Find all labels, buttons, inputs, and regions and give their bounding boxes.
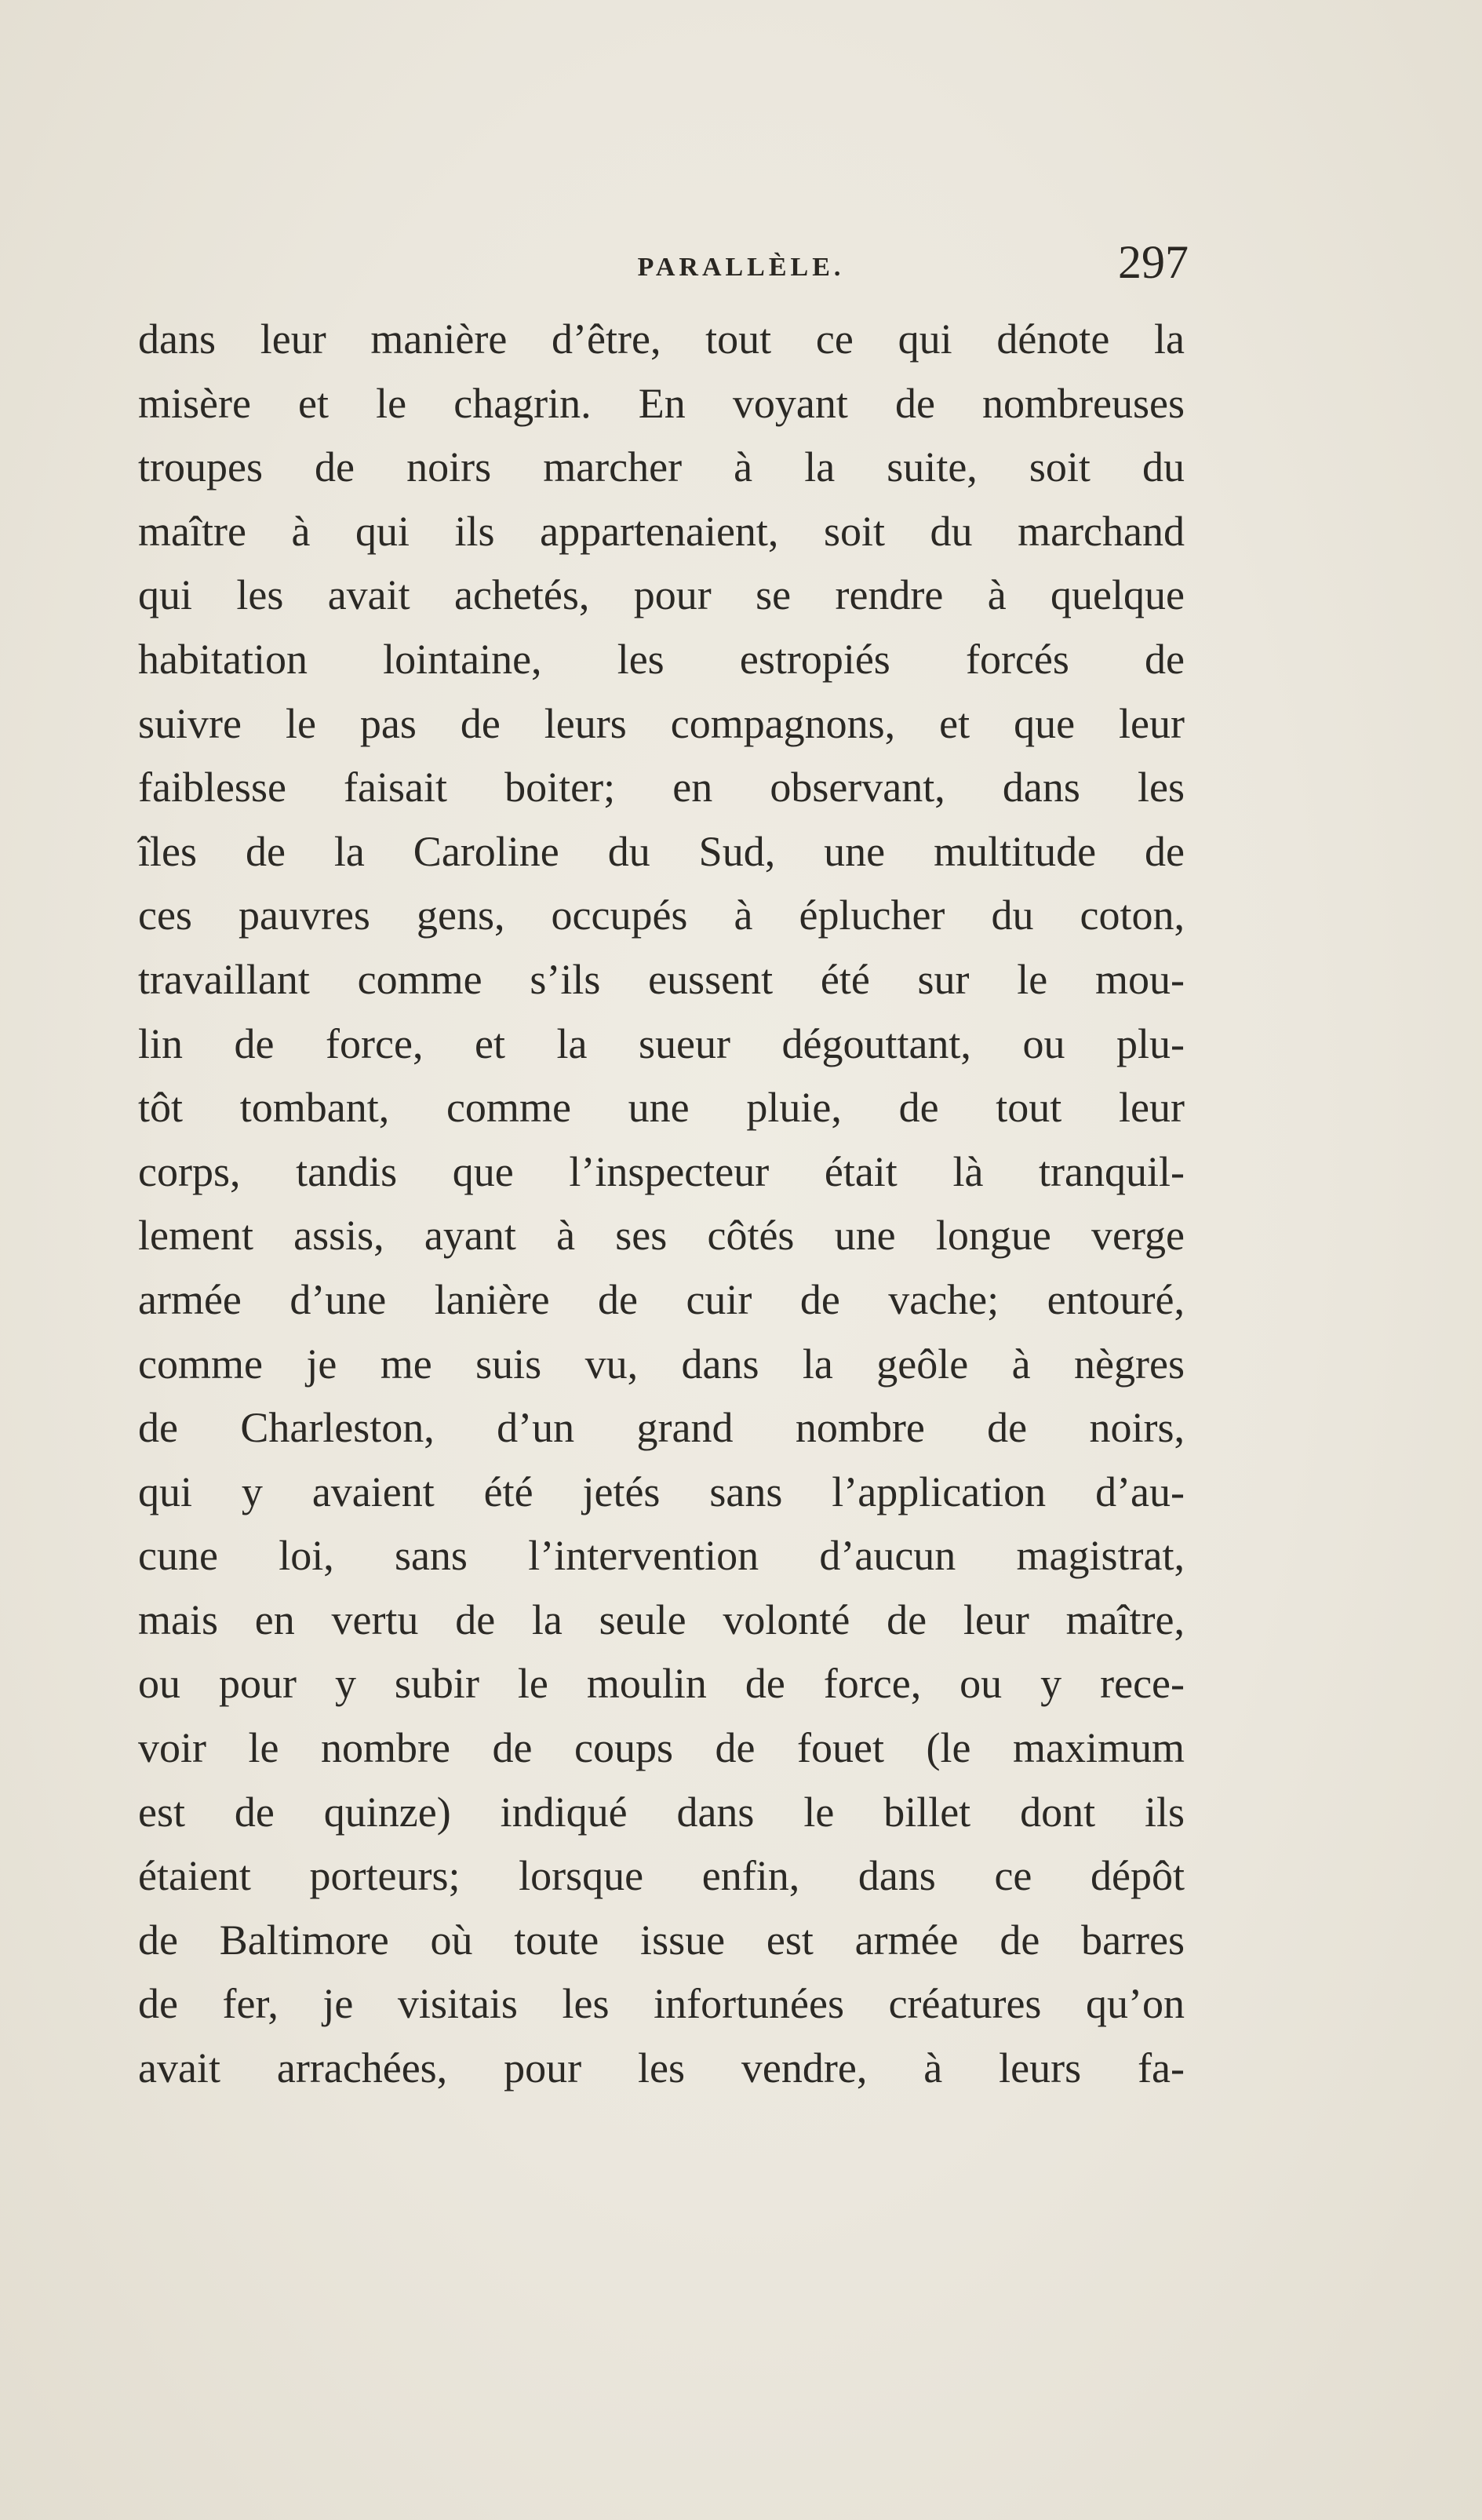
text-line: voir le nombre de coups de fouet (le maximum [138,1724,1185,1772]
text-line: maître à qui ils appartenaient, soit du marchand [138,507,1185,555]
text-line: mais en vertu de la seule volonté de leur maître, [138,1596,1185,1643]
text-line: étaient porteurs; lorsque enfin, dans ce dépôt [138,1852,1185,1900]
text-line: îles de la Caroline du Sud, une multitude de [138,827,1185,875]
body-text [138,308,1185,2101]
text-line: comme je me suis vu, dans la geôle à nègres [138,1340,1185,1388]
running-title: PARALLÈLE. [637,253,845,282]
text-line: dans leur manière d’être, tout ce qui dénote la [138,315,1185,363]
text-line: qui y avaient été jetés sans l’application d’au- [138,1468,1185,1515]
text-line: cune loi, sans l’intervention d’aucun magistrat, [138,1532,1185,1580]
text-line: qui les avait achetés, pour se rendre à quelque [138,571,1185,619]
text-line: armée d’une lanière de cuir de vache; entouré, [138,1275,1185,1323]
text-line: habitation lointaine, les estropiés forcés de [138,635,1185,683]
text-line: ces pauvres gens, occupés à éplucher du coton, [138,892,1185,939]
text-line: de fer, je visitais les infortunées créatures qu’on [138,1980,1185,2028]
page-number: 297 [1118,236,1189,288]
text-line: suivre le pas de leurs compagnons, et que leur [138,699,1185,747]
text-line: lin de force, et la sueur dégouttant, ou plu- [138,1019,1185,1067]
text-line: lement assis, ayant à ses côtés une longue verge [138,1212,1185,1260]
text-line: de Charleston, d’un grand nombre de noirs, [138,1404,1185,1452]
text-line: travaillant comme s’ils eussent été sur le mou- [138,955,1185,1003]
text-line: avait arrachées, pour les vendre, à leurs fa- [138,2044,1185,2092]
text-line: est de quinze) indiqué dans le billet dont ils [138,1788,1185,1836]
text-line: ou pour y subir le moulin de force, ou y rece- [138,1660,1185,1708]
text-line: troupes de noirs marcher à la suite, soit du [138,443,1185,491]
text-line: faiblesse faisait boiter; en observant, dans les [138,764,1185,811]
text-line: misère et le chagrin. En voyant de nombreuses [138,379,1185,427]
text-line: de Baltimore où toute issue est armée de barres [138,1916,1185,1964]
text-line: tôt tombant, comme une pluie, de tout leur [138,1084,1185,1132]
text-line: corps, tandis que l’inspecteur était là tranquil- [138,1147,1185,1195]
